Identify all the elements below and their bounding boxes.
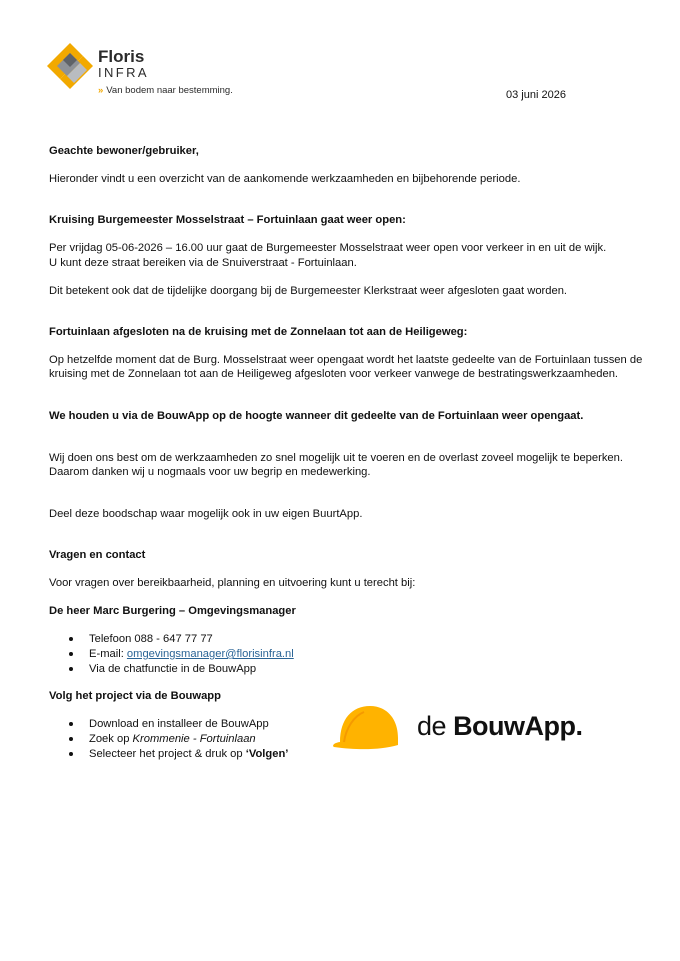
- follow-steps: [68, 717, 288, 762]
- salutation: Geachte bewoner/gebruiker,: [49, 145, 199, 157]
- tagline-text: Van bodem naar bestemming.: [106, 85, 233, 96]
- tagline: [98, 85, 233, 96]
- search-prefix: Zoek op: [89, 733, 133, 745]
- contact-list: [68, 632, 294, 677]
- follow-heading: Volg het project via de Bouwapp: [49, 690, 221, 702]
- section2-heading: Fortuinlaan afgesloten na de kruising met de Zonnelaan tot aan de Heiligeweg:: [49, 326, 468, 338]
- bouwapp-notice: We houden u via de BouwApp op de hoogte wanneer dit gedeelte van de Fortuinlaan weer opengaat.: [49, 410, 584, 422]
- search-query: Krommenie - Fortuinlaan: [132, 733, 256, 745]
- section2-line2: kruising met de Zonnelaan tot aan de Heiligeweg afgesloten voor verkeer vanwege de bestratingswerkzaamheden.: [49, 368, 619, 380]
- floris-logo-mark-icon: [47, 39, 93, 93]
- intro-text: Hieronder vindt u een overzicht van de aankomende werkzaamheden en bijbehorende periode.: [49, 173, 521, 185]
- select-prefix: Selecteer het project & druk op: [89, 748, 246, 760]
- closing-line2: Daarom danken wij u nogmaals voor uw begrip en medewerking.: [49, 466, 371, 478]
- bouwapp-logo: [332, 702, 592, 762]
- brand-sub: INFRA: [98, 65, 149, 80]
- brand-name: Floris: [98, 47, 145, 66]
- floris-infra-logo: [47, 39, 247, 99]
- section1-line3: Dit betekent ook dat de tijdelijke doorgang bij de Burgemeester Klerkstraat weer afgesloten gaat worden.: [49, 285, 568, 297]
- share-text: Deel deze boodschap waar mogelijk ook in uw eigen BuurtApp.: [49, 508, 363, 520]
- letter-date: 03 juni 2026: [506, 89, 566, 101]
- contact-email: [68, 647, 294, 662]
- bouwapp-de: de: [417, 711, 447, 741]
- closing-line1: Wij doen ons best om de werkzaamheden zo snel mogelijk uit te voeren en de overlast zoveel mogelijk te beperken.: [49, 452, 623, 464]
- contact-chat: Via de chatfunctie in de BouwApp: [68, 662, 294, 677]
- double-chevron-icon: »: [98, 85, 104, 96]
- email-label: E-mail:: [89, 648, 127, 660]
- bouwapp-wordmark: [417, 711, 583, 742]
- follow-step-select: [68, 747, 288, 762]
- section1-line2: U kunt deze straat bereiken via de Snuiverstraat - Fortuinlaan.: [49, 257, 357, 269]
- follow-action: ‘Volgen’: [245, 748, 289, 760]
- follow-step-download: Download en installeer de BouwApp: [68, 717, 288, 732]
- follow-step-search: [68, 732, 288, 747]
- helmet-icon: [332, 702, 400, 756]
- contact-intro: Voor vragen over bereikbaarheid, planning en uitvoering kunt u terecht bij:: [49, 577, 416, 589]
- contact-heading: Vragen en contact: [49, 549, 146, 561]
- contact-phone: Telefoon 088 - 647 77 77: [68, 632, 294, 647]
- section1-heading: Kruising Burgemeester Mosselstraat – Fortuinlaan gaat weer open:: [49, 214, 406, 226]
- section1-line1: Per vrijdag 05-06-2026 – 16.00 uur gaat de Burgemeester Mosselstraat weer open voor verkeer in en uit de wijk.: [49, 242, 607, 254]
- section2-line1: Op hetzelfde moment dat de Burg. Mosselstraat weer opengaat wordt het laatste gedeelte van de Fortuinlaan tussen de: [49, 354, 643, 366]
- contact-person: De heer Marc Burgering – Omgevingsmanager: [49, 605, 296, 617]
- bouwapp-name: BouwApp.: [453, 711, 583, 741]
- email-link[interactable]: omgevingsmanager@florisinfra.nl: [126, 648, 294, 660]
